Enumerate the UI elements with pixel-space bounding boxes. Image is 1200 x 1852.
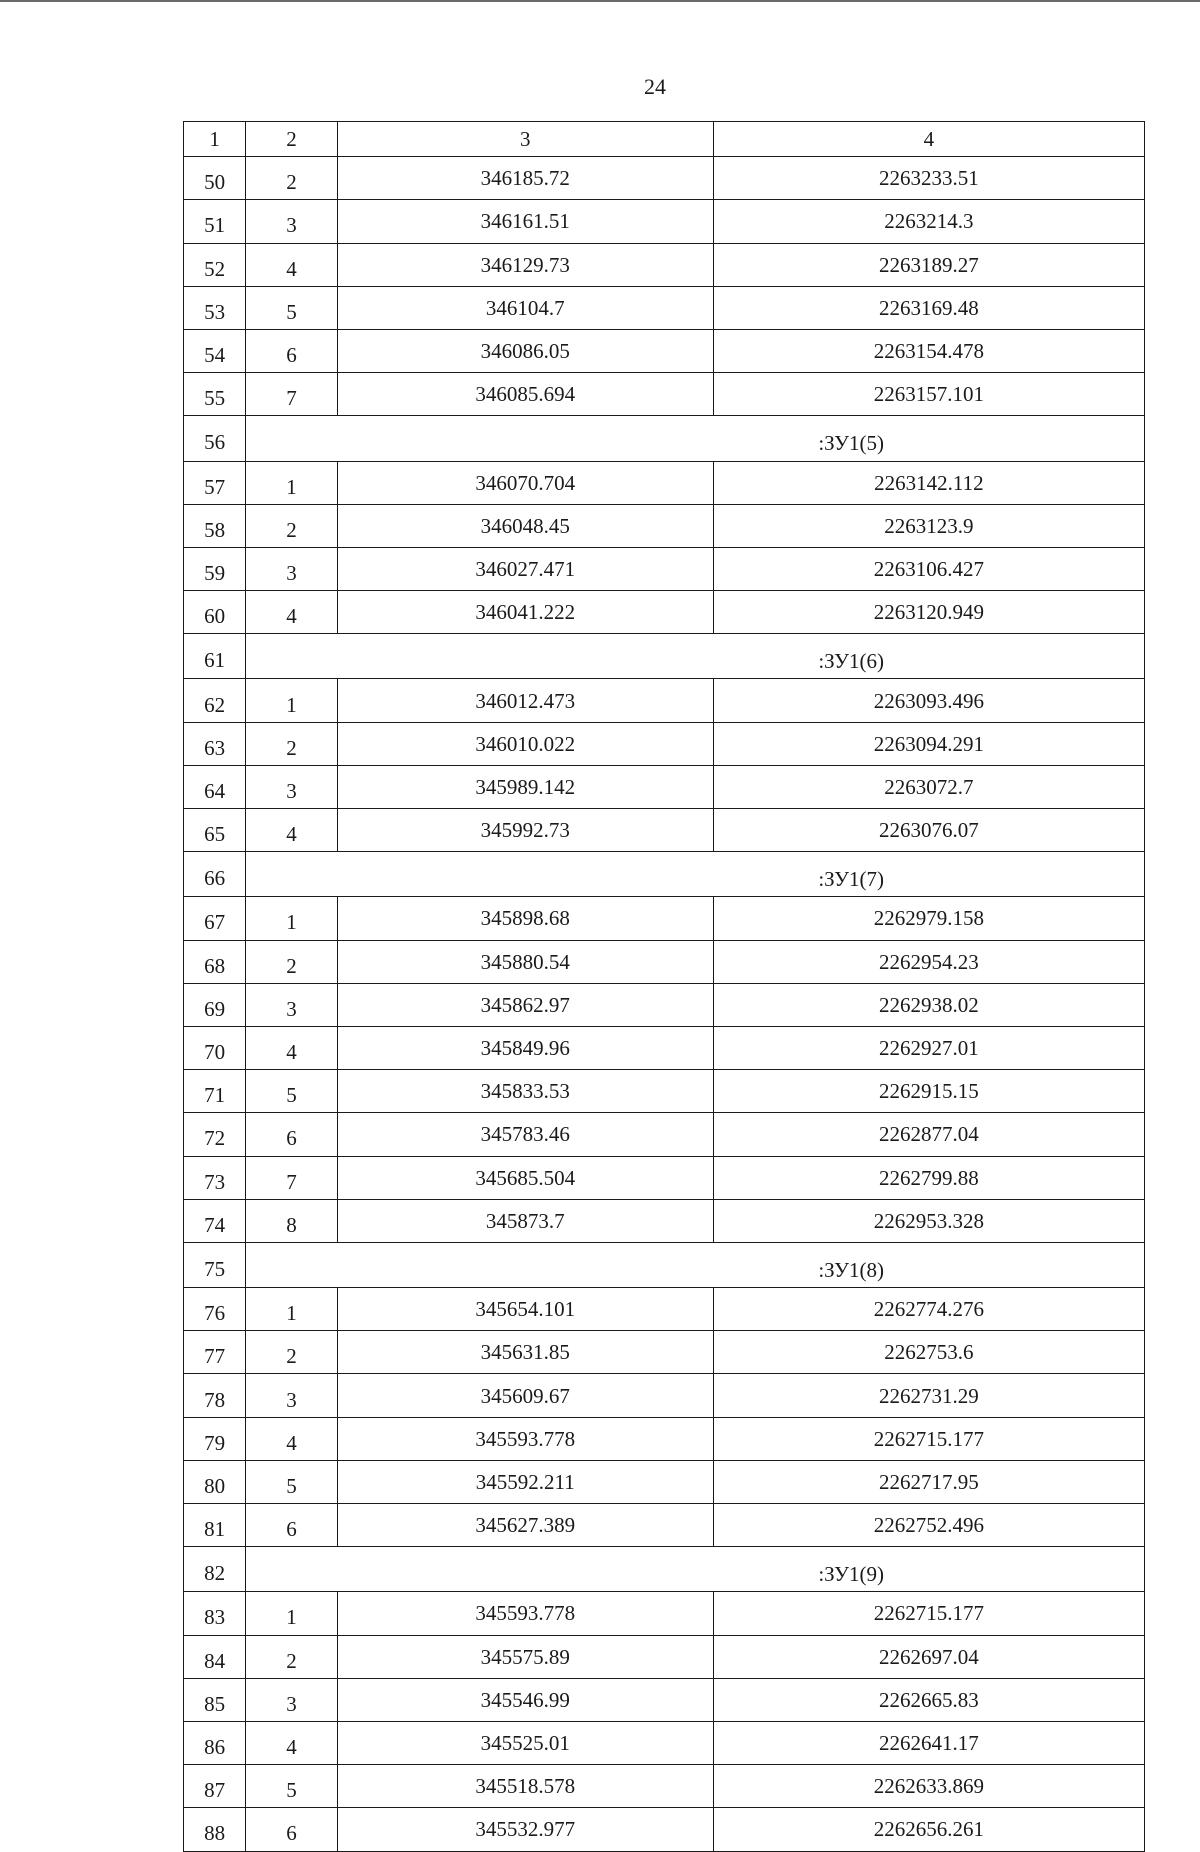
y-coordinate-cell: 2263106.427 xyxy=(713,547,1144,590)
point-number-cell: 4 xyxy=(246,1026,337,1069)
y-coordinate-cell: 2263214.3 xyxy=(713,200,1144,243)
x-coordinate-cell: 345593.778 xyxy=(337,1417,713,1460)
point-number-cell: 5 xyxy=(246,1765,337,1808)
point-number-cell: 2 xyxy=(246,940,337,983)
y-coordinate-cell: 2262665.83 xyxy=(713,1678,1144,1721)
point-number-cell: 6 xyxy=(246,1113,337,1156)
point-number-cell: 4 xyxy=(246,243,337,286)
table-row xyxy=(184,1199,1145,1242)
row-number-cell: 55 xyxy=(184,373,246,416)
y-coordinate-cell: 2262697.04 xyxy=(713,1635,1144,1678)
row-number-cell: 86 xyxy=(184,1721,246,1764)
x-coordinate-cell: 346027.471 xyxy=(337,547,713,590)
point-number-cell: 2 xyxy=(246,504,337,547)
table-row xyxy=(184,1592,1145,1635)
row-number-cell: 50 xyxy=(184,157,246,200)
row-number-cell: 61 xyxy=(184,634,246,679)
x-coordinate-cell: 346129.73 xyxy=(337,243,713,286)
row-number-cell: 79 xyxy=(184,1417,246,1460)
x-coordinate-cell: 345849.96 xyxy=(337,1026,713,1069)
y-coordinate-cell: 2262656.261 xyxy=(713,1808,1144,1851)
y-coordinate-cell: 2263142.112 xyxy=(713,461,1144,504)
row-number-cell: 72 xyxy=(184,1113,246,1156)
point-number-cell: 7 xyxy=(246,373,337,416)
row-number-cell: 76 xyxy=(184,1288,246,1331)
x-coordinate-cell: 346185.72 xyxy=(337,157,713,200)
point-number-cell: 3 xyxy=(246,200,337,243)
row-number-cell: 68 xyxy=(184,940,246,983)
table-row xyxy=(184,1504,1145,1547)
point-number-cell: 6 xyxy=(246,1808,337,1851)
table-row xyxy=(184,504,1145,547)
x-coordinate-cell: 345593.778 xyxy=(337,1592,713,1635)
y-coordinate-cell: 2262954.23 xyxy=(713,940,1144,983)
y-coordinate-cell: 2262979.158 xyxy=(713,897,1144,940)
point-number-cell: 7 xyxy=(246,1156,337,1199)
x-coordinate-cell: 346041.222 xyxy=(337,591,713,634)
header-cell-1: 1 xyxy=(184,122,246,157)
table-row xyxy=(184,809,1145,852)
x-coordinate-cell: 346048.45 xyxy=(337,504,713,547)
point-number-cell: 6 xyxy=(246,1504,337,1547)
y-coordinate-cell: 2262915.15 xyxy=(713,1070,1144,1113)
point-number-cell: 1 xyxy=(246,461,337,504)
row-number-cell: 67 xyxy=(184,897,246,940)
table-group-row xyxy=(184,416,1145,461)
coordinates-table-body xyxy=(184,122,1145,1852)
x-coordinate-cell: 345631.85 xyxy=(337,1331,713,1374)
y-coordinate-cell: 2262753.6 xyxy=(713,1331,1144,1374)
point-number-cell: 1 xyxy=(246,897,337,940)
point-number-cell: 2 xyxy=(246,1635,337,1678)
table-row xyxy=(184,243,1145,286)
x-coordinate-cell: 345525.01 xyxy=(337,1721,713,1764)
table-row xyxy=(184,1765,1145,1808)
x-coordinate-cell: 346086.05 xyxy=(337,329,713,372)
table-row xyxy=(184,897,1145,940)
table-row xyxy=(184,1288,1145,1331)
x-coordinate-cell: 345992.73 xyxy=(337,809,713,852)
row-number-cell: 73 xyxy=(184,1156,246,1199)
x-coordinate-cell: 346070.704 xyxy=(337,461,713,504)
parcel-group-label-cell xyxy=(246,852,1145,897)
row-number-cell: 59 xyxy=(184,547,246,590)
row-number-cell: 85 xyxy=(184,1678,246,1721)
x-coordinate-cell: 345862.97 xyxy=(337,983,713,1026)
point-number-cell: 6 xyxy=(246,329,337,372)
table-row xyxy=(184,1026,1145,1069)
page-number: 24 xyxy=(644,74,666,99)
header-cell-2: 2 xyxy=(246,122,337,157)
parcel-group-label: :ЗУ1(9) xyxy=(818,1562,884,1587)
table-row xyxy=(184,1635,1145,1678)
row-number-cell: 75 xyxy=(184,1242,246,1287)
row-number-cell: 69 xyxy=(184,983,246,1026)
x-coordinate-cell: 346085.694 xyxy=(337,373,713,416)
x-coordinate-cell: 345880.54 xyxy=(337,940,713,983)
y-coordinate-cell: 2263072.7 xyxy=(713,765,1144,808)
y-coordinate-cell: 2263076.07 xyxy=(713,809,1144,852)
y-coordinate-cell: 2263169.48 xyxy=(713,286,1144,329)
table-row xyxy=(184,983,1145,1026)
y-coordinate-cell: 2262774.276 xyxy=(713,1288,1144,1331)
y-coordinate-cell: 2262877.04 xyxy=(713,1113,1144,1156)
point-number-cell: 5 xyxy=(246,1070,337,1113)
y-coordinate-cell: 2262799.88 xyxy=(713,1156,1144,1199)
row-number-cell: 54 xyxy=(184,329,246,372)
y-coordinate-cell: 2263233.51 xyxy=(713,157,1144,200)
x-coordinate-cell: 345575.89 xyxy=(337,1635,713,1678)
x-coordinate-cell: 345873.7 xyxy=(337,1199,713,1242)
point-number-cell: 8 xyxy=(246,1199,337,1242)
row-number-cell: 53 xyxy=(184,286,246,329)
row-number-cell: 64 xyxy=(184,765,246,808)
row-number-cell: 83 xyxy=(184,1592,246,1635)
y-coordinate-cell: 2263123.9 xyxy=(713,504,1144,547)
point-number-cell: 4 xyxy=(246,809,337,852)
x-coordinate-cell: 346161.51 xyxy=(337,200,713,243)
y-coordinate-cell: 2263157.101 xyxy=(713,373,1144,416)
point-number-cell: 3 xyxy=(246,1678,337,1721)
x-coordinate-cell: 345546.99 xyxy=(337,1678,713,1721)
x-coordinate-cell: 345833.53 xyxy=(337,1070,713,1113)
y-coordinate-cell: 2262927.01 xyxy=(713,1026,1144,1069)
y-coordinate-cell: 2262641.17 xyxy=(713,1721,1144,1764)
table-row xyxy=(184,765,1145,808)
row-number-cell: 65 xyxy=(184,809,246,852)
x-coordinate-cell: 345532.977 xyxy=(337,1808,713,1851)
parcel-group-label: :ЗУ1(7) xyxy=(818,867,884,892)
table-row xyxy=(184,722,1145,765)
row-number-cell: 88 xyxy=(184,1808,246,1851)
point-number-cell: 5 xyxy=(246,1460,337,1503)
x-coordinate-cell: 346010.022 xyxy=(337,722,713,765)
row-number-cell: 70 xyxy=(184,1026,246,1069)
row-number-cell: 62 xyxy=(184,679,246,722)
point-number-cell: 3 xyxy=(246,983,337,1026)
table-row xyxy=(184,591,1145,634)
y-coordinate-cell: 2262752.496 xyxy=(713,1504,1144,1547)
point-number-cell: 3 xyxy=(246,1374,337,1417)
x-coordinate-cell: 345654.101 xyxy=(337,1288,713,1331)
x-coordinate-cell: 345592.211 xyxy=(337,1460,713,1503)
row-number-cell: 56 xyxy=(184,416,246,461)
table-row xyxy=(184,679,1145,722)
table-row xyxy=(184,547,1145,590)
table-group-row xyxy=(184,1547,1145,1592)
row-number-cell: 80 xyxy=(184,1460,246,1503)
parcel-group-label-cell xyxy=(246,1242,1145,1287)
row-number-cell: 58 xyxy=(184,504,246,547)
row-number-cell: 84 xyxy=(184,1635,246,1678)
header-cell-4: 4 xyxy=(713,122,1144,157)
table-header-row xyxy=(184,122,1145,157)
table-row xyxy=(184,329,1145,372)
row-number-cell: 57 xyxy=(184,461,246,504)
table-row xyxy=(184,1808,1145,1851)
row-number-cell: 63 xyxy=(184,722,246,765)
table-row xyxy=(184,1374,1145,1417)
x-coordinate-cell: 345609.67 xyxy=(337,1374,713,1417)
table-row xyxy=(184,1156,1145,1199)
y-coordinate-cell: 2262953.328 xyxy=(713,1199,1144,1242)
y-coordinate-cell: 2262633.869 xyxy=(713,1765,1144,1808)
parcel-group-label: :ЗУ1(6) xyxy=(818,649,884,674)
y-coordinate-cell: 2262717.95 xyxy=(713,1460,1144,1503)
point-number-cell: 3 xyxy=(246,765,337,808)
x-coordinate-cell: 346012.473 xyxy=(337,679,713,722)
point-number-cell: 4 xyxy=(246,1417,337,1460)
parcel-group-label: :ЗУ1(5) xyxy=(818,431,884,456)
table-row xyxy=(184,157,1145,200)
table-row xyxy=(184,200,1145,243)
table-group-row xyxy=(184,634,1145,679)
row-number-cell: 71 xyxy=(184,1070,246,1113)
y-coordinate-cell: 2263094.291 xyxy=(713,722,1144,765)
y-coordinate-cell: 2263093.496 xyxy=(713,679,1144,722)
table-row xyxy=(184,461,1145,504)
row-number-cell: 51 xyxy=(184,200,246,243)
point-number-cell: 5 xyxy=(246,286,337,329)
row-number-cell: 52 xyxy=(184,243,246,286)
row-number-cell: 74 xyxy=(184,1199,246,1242)
y-coordinate-cell: 2262731.29 xyxy=(713,1374,1144,1417)
y-coordinate-cell: 2262715.177 xyxy=(713,1417,1144,1460)
table-row xyxy=(184,1721,1145,1764)
table-row xyxy=(184,1070,1145,1113)
coordinates-table xyxy=(183,121,1145,1852)
x-coordinate-cell: 345685.504 xyxy=(337,1156,713,1199)
table-row xyxy=(184,1113,1145,1156)
x-coordinate-cell: 345627.389 xyxy=(337,1504,713,1547)
header-cell-3: 3 xyxy=(337,122,713,157)
parcel-group-label-cell xyxy=(246,416,1145,461)
table-row xyxy=(184,1417,1145,1460)
table-group-row xyxy=(184,1242,1145,1287)
y-coordinate-cell: 2262938.02 xyxy=(713,983,1144,1026)
point-number-cell: 2 xyxy=(246,157,337,200)
point-number-cell: 4 xyxy=(246,591,337,634)
x-coordinate-cell: 345518.578 xyxy=(337,1765,713,1808)
point-number-cell: 1 xyxy=(246,679,337,722)
y-coordinate-cell: 2263120.949 xyxy=(713,591,1144,634)
table-row xyxy=(184,940,1145,983)
row-number-cell: 81 xyxy=(184,1504,246,1547)
y-coordinate-cell: 2263154.478 xyxy=(713,329,1144,372)
row-number-cell: 77 xyxy=(184,1331,246,1374)
row-number-cell: 78 xyxy=(184,1374,246,1417)
point-number-cell: 2 xyxy=(246,722,337,765)
point-number-cell: 1 xyxy=(246,1592,337,1635)
page-top-edge xyxy=(0,0,1200,2)
parcel-group-label: :ЗУ1(8) xyxy=(818,1257,884,1282)
row-number-cell: 60 xyxy=(184,591,246,634)
x-coordinate-cell: 345989.142 xyxy=(337,765,713,808)
table-row xyxy=(184,286,1145,329)
row-number-cell: 66 xyxy=(184,852,246,897)
table-group-row xyxy=(184,852,1145,897)
point-number-cell: 4 xyxy=(246,1721,337,1764)
point-number-cell: 3 xyxy=(246,547,337,590)
y-coordinate-cell: 2262715.177 xyxy=(713,1592,1144,1635)
y-coordinate-cell: 2263189.27 xyxy=(713,243,1144,286)
table-row xyxy=(184,1331,1145,1374)
point-number-cell: 1 xyxy=(246,1288,337,1331)
x-coordinate-cell: 345898.68 xyxy=(337,897,713,940)
parcel-group-label-cell xyxy=(246,1547,1145,1592)
parcel-group-label-cell xyxy=(246,634,1145,679)
table-row xyxy=(184,1460,1145,1503)
table-row xyxy=(184,1678,1145,1721)
x-coordinate-cell: 346104.7 xyxy=(337,286,713,329)
row-number-cell: 82 xyxy=(184,1547,246,1592)
x-coordinate-cell: 345783.46 xyxy=(337,1113,713,1156)
row-number-cell: 87 xyxy=(184,1765,246,1808)
point-number-cell: 2 xyxy=(246,1331,337,1374)
table-row xyxy=(184,373,1145,416)
